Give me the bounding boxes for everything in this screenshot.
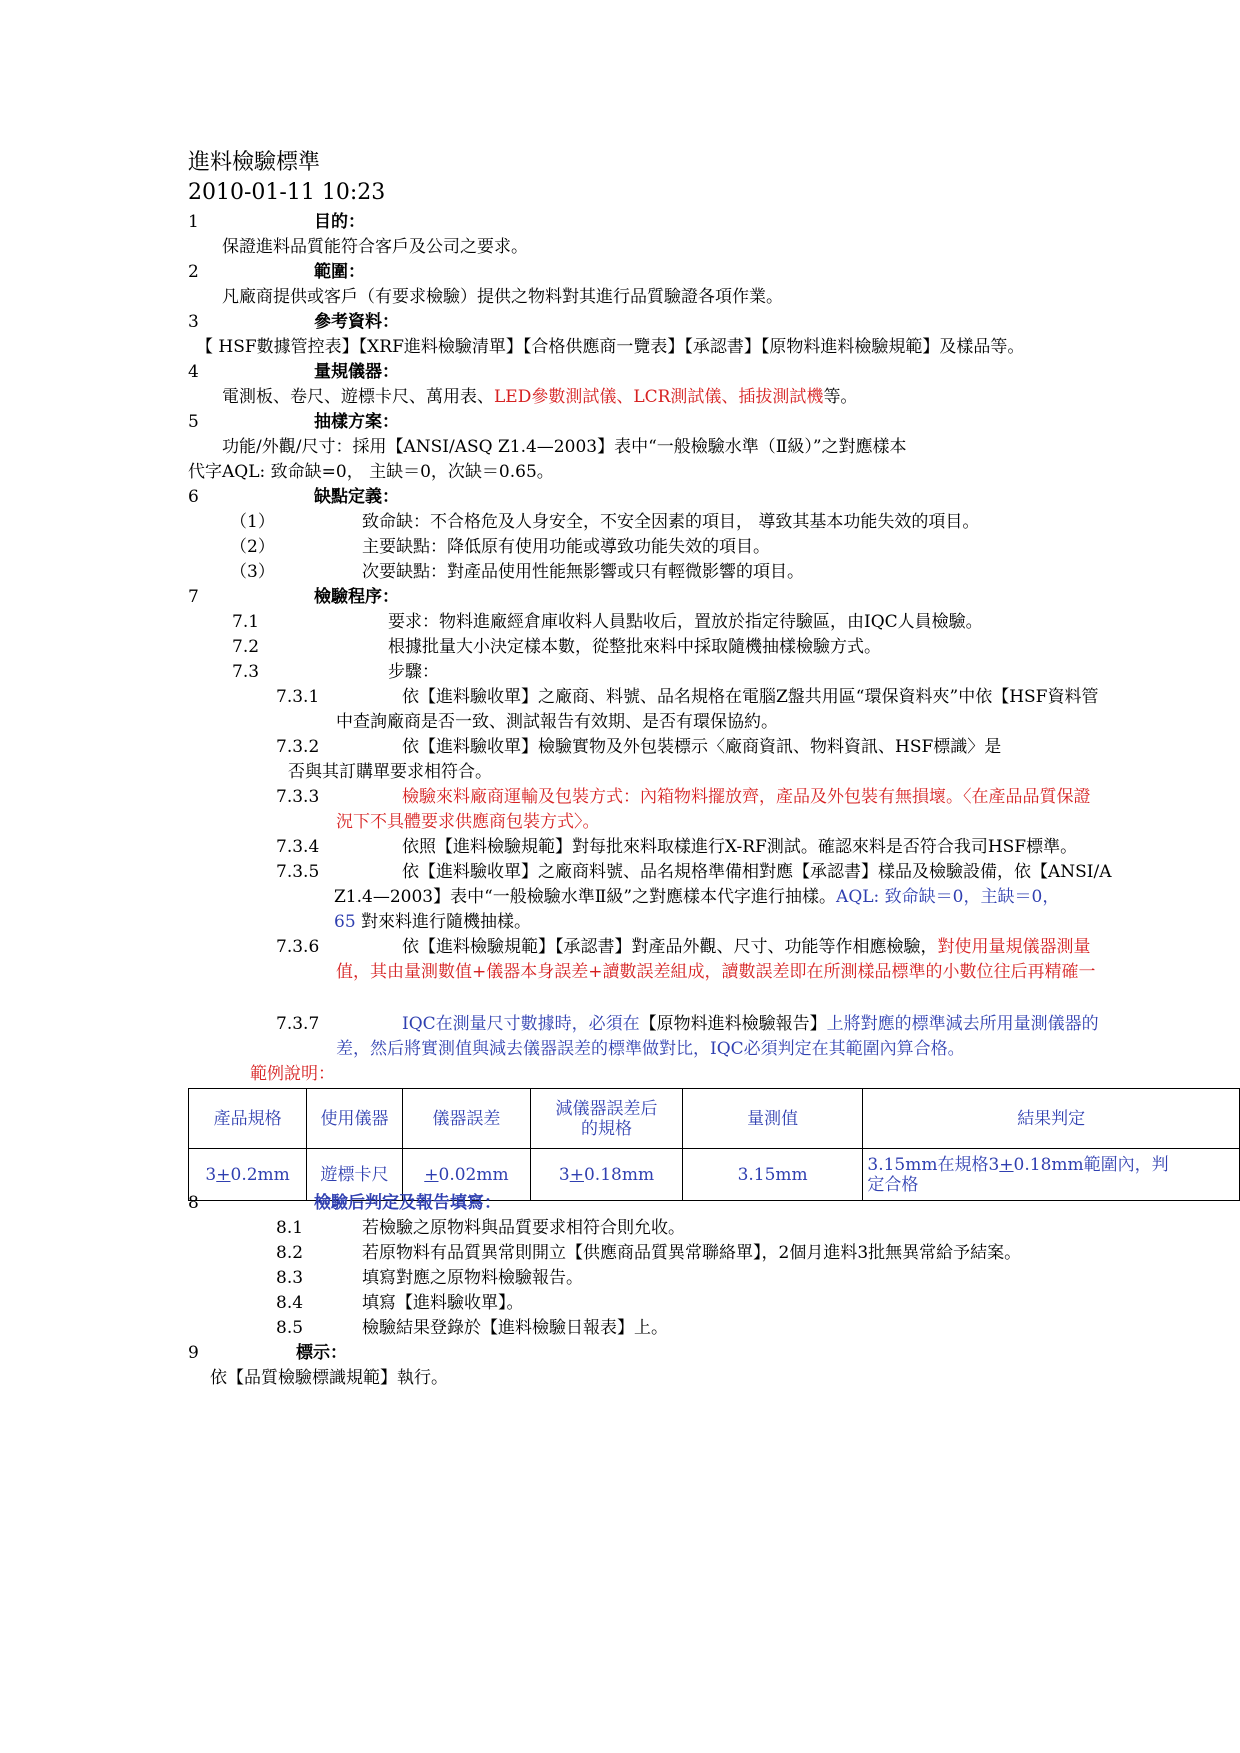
page-title: 進料檢驗標準 [188,150,321,175]
section-6-item-3-text: 次要缺點：對產品使用性能無影響或只有輕微影響的項目。 [362,562,804,582]
section-3-body: 【 HSF數據管控表】【XRF進料檢驗清單】【合格供應商一覽表】【承認書】【原物料進料檢驗規範】及樣品等。 [196,337,1025,357]
section-7-item-3-label: 7.3 [232,662,260,682]
step-7-3-7-line1-a: IQC在測量尺寸數據時，必須在 [402,1014,640,1034]
step-7-3-5-line1: 依【進料驗收單】之廠商料號、品名規格準備相對應【承認書】樣品及檢驗設備，依【ANSI/A [402,862,1112,882]
section-8-item-2-text: 若原物料有品質異常則開立【供應商品質異常聯絡單】，2個月進料3批無異常給予結案。 [362,1243,1022,1263]
section-9-heading: 標示： [296,1343,347,1363]
section-7-number: 7 [188,587,199,607]
step-7-3-5-line2-text: Z1.4—2003】表中“一般檢驗水準Ⅱ級”之對應樣本代字進行抽樣。 [334,887,837,907]
section-5-heading: 抽樣方案： [314,412,399,432]
section-8-item-5-label: 8.5 [276,1318,304,1338]
table-header-cell: 儀器誤差 [402,1089,530,1149]
step-7-3-5-line3 [334,911,531,933]
step-7-3-7-line1-b: 【原物料進料檢驗報告】 [639,1014,827,1034]
step-7-3-4-line1: 依照【進料檢驗規範】對每批來料取樣進行X-RF測試。確認來料是否符合我司HSF標準。 [402,837,1078,857]
step-7-3-6-line1 [402,936,1091,958]
cell-text: + [999,1154,1014,1175]
section-7-item-2-text: 根據批量大小決定樣本數，從整批來料中採取隨機抽樣檢驗方式。 [388,637,881,657]
step-7-3-7-line1-c: 上將對應的標準減去所用量測儀器的 [826,1014,1099,1034]
section-8-heading: 檢驗后判定及報告填寫： [314,1193,501,1213]
step-7-3-1-line2: 中查詢廠商是否一致、測試報告有效期、是否有環保協約。 [336,712,778,732]
step-7-3-6-line2: 值，其由量測數值+儀器本身誤差+讀數誤差組成，讀數誤差即在所測樣品標準的小數位往后再精確一 [336,962,1096,982]
cell-text: 3 [558,1164,570,1185]
table-header-cell: 使用儀器 [307,1089,403,1149]
section-1-number: 1 [188,212,199,232]
table-cell [863,1149,1240,1201]
section-2-number: 2 [188,262,199,282]
section-6-item-1-label: （1） [230,512,275,532]
table-header-cell [531,1089,683,1149]
section-8-item-5-text: 檢驗結果登錄於【進料檢驗日報表】上。 [362,1318,668,1338]
table-header-cell: 產品規格 [189,1089,307,1149]
step-7-3-5-line3-value: 65 [334,912,356,932]
example-label: 範例說明： [250,1064,335,1084]
table-header-line: 減儀器誤差后 [555,1098,658,1119]
step-7-3-7-line2: 差，然后將實測值與減去儀器誤差的標準做對比，IQC必須判定在其範圍內算合格。 [336,1039,965,1059]
section-5-line1: 功能/外觀/尺寸：採用【ANSI/ASQ Z1.4—2003】表中“一般檢驗水準（Ⅱ級）”之對應樣本 [222,437,907,457]
cell-text: 定合格 [867,1174,919,1195]
cell-text: + [424,1164,439,1185]
section-4-body-highlight: LED參數測試儀、LCR測試儀、插拔測試機 [494,387,824,407]
section-8-number: 8 [188,1193,199,1213]
section-7-item-1-label: 7.1 [232,612,260,632]
step-7-3-5-label: 7.3.5 [276,862,320,882]
step-7-3-6-line1-highlight: 對使用量規儀器測量 [937,937,1091,957]
section-6-number: 6 [188,487,199,507]
section-1-body: 保證進料品質能符合客戶及公司之要求。 [222,237,528,257]
section-8-item-1-text: 若檢驗之原物料與品質要求相符合則允收。 [362,1218,685,1238]
example-table [188,1088,1240,1201]
step-7-3-2-line1: 依【進料驗收單】檢驗實物及外包裝標示〈廠商資訊、物料資訊、HSF標識〉是 [402,737,1002,757]
cell-text: 0.02mm [438,1164,509,1185]
table-cell: 遊標卡尺 [307,1149,403,1201]
section-6-item-3-label: （3） [230,562,275,582]
section-4-body [222,386,857,408]
section-4-body-plain: 電測板、卷尺、遊標卡尺、萬用表、 [222,387,494,407]
cell-text: 3 [205,1164,217,1185]
section-2-heading: 範圍： [314,262,365,282]
cell-text: 0.2mm [230,1164,290,1185]
table-header-cell: 量測值 [682,1089,862,1149]
table-cell [189,1149,307,1201]
section-4-body-tail: 等。 [823,387,858,407]
step-7-3-7-label: 7.3.7 [276,1014,320,1034]
section-5-number: 5 [188,412,199,432]
step-7-3-2-line2: 否與其訂購單要求相符合。 [288,762,492,782]
table-cell: 3.15mm [682,1149,862,1201]
section-8-item-3-label: 8.3 [276,1268,304,1288]
step-7-3-6-label: 7.3.6 [276,937,320,957]
step-7-3-2-label: 7.3.2 [276,737,320,757]
section-2-body: 凡廠商提供或客戶（有要求檢驗）提供之物料對其進行品質驗證各項作業。 [222,287,783,307]
cell-text: 0.18mm [583,1164,655,1185]
step-7-3-5-line3-text: 對來料進行隨機抽樣。 [355,912,532,932]
section-5-line2: 代字AQL: 致命缺=0， 主缺＝0，次缺＝0.65。 [188,462,554,482]
step-7-3-5-line2 [334,886,1059,908]
step-7-3-3-label: 7.3.3 [276,787,320,807]
section-6-item-1-text: 致命缺：不合格危及人身安全，不安全因素的項目， 導致其基本功能失效的項目。 [362,512,980,532]
section-7-item-3-text: 步驟： [388,662,439,682]
cell-text: 0.18mm範圍內，判 [1013,1154,1169,1175]
section-8-item-2-label: 8.2 [276,1243,304,1263]
step-7-3-5-line2-aql: AQL: 致命缺＝0，主缺＝0， [836,887,1060,907]
section-4-number: 4 [188,362,199,382]
table-header-cell: 結果判定 [863,1089,1240,1149]
section-4-heading: 量規儀器： [314,362,399,382]
section-7-heading: 檢驗程序： [314,587,399,607]
step-7-3-6-line1-text: 依【進料檢驗規範】【承認書】對產品外觀、尺寸、功能等作相應檢驗， [402,937,938,957]
step-7-3-4-label: 7.3.4 [276,837,320,857]
section-6-heading: 缺點定義： [314,487,399,507]
section-9-body: 依【品質檢驗標識規範】執行。 [210,1368,448,1388]
section-3-heading: 參考資料： [314,312,399,332]
datetime: 2010-01-11 10:23 [188,180,386,205]
section-6-item-2-label: （2） [230,537,275,557]
table-cell [531,1149,683,1201]
step-7-3-3-line2: 況下不具體要求供應商包裝方式〉。 [336,812,600,832]
section-6-item-2-text: 主要缺點：降低原有使用功能或導致功能失效的項目。 [362,537,770,557]
table-header-line: 的規格 [580,1118,632,1139]
step-7-3-1-line1: 依【進料驗收單】之廠商、料號、品名規格在電腦Z盤共用區“環保資料夾”中依【HSF資料管 [402,687,1099,707]
cell-text: + [216,1164,231,1185]
cell-text: 3.15mm在規格3 [867,1154,1000,1175]
step-7-3-3-line1: 檢驗來料廠商運輸及包裝方式：內箱物料擺放齊，產品及外包裝有無損壞。〈在產品品質保證 [402,787,1091,807]
table-header-row [189,1089,1240,1149]
section-9-number: 9 [188,1343,199,1363]
section-8-item-3-text: 填寫對應之原物料檢驗報告。 [362,1268,583,1288]
step-7-3-1-label: 7.3.1 [276,687,320,707]
section-7-item-2-label: 7.2 [232,637,260,657]
step-7-3-7-line1 [402,1013,1099,1035]
section-8-item-1-label: 8.1 [276,1218,304,1238]
section-8-item-4-text: 填寫【進料驗收單】。 [362,1293,524,1313]
section-8-item-4-label: 8.4 [276,1293,304,1313]
cell-text: + [569,1164,584,1185]
section-1-heading: 目的： [314,212,365,232]
section-7-item-1-text: 要求：物料進廠經倉庫收料人員點收后，置放於指定待驗區，由IQC人員檢驗。 [388,612,983,632]
section-3-number: 3 [188,312,199,332]
